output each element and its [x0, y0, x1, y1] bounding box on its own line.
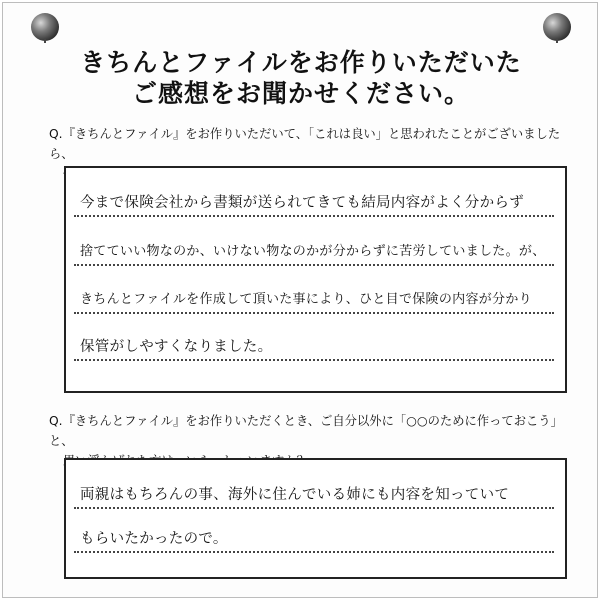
- ruled-line: [74, 264, 554, 266]
- page-title-line-2: ご感想をお聞かせください。: [131, 79, 470, 108]
- question-2-line-1: Q.『きちんとファイル』をお作りいただくとき、ご自分以外に「○○のために作っておこう」と、: [49, 414, 563, 448]
- page-title-line-1: きちんとファイルをお作りいただいた: [80, 48, 522, 77]
- pushpin-icon: [31, 13, 59, 41]
- answer-2-line-1: 両親はもちろんの事、海外に住んでいる姉にも内容を知っていて: [80, 487, 510, 503]
- ruled-line: [74, 507, 554, 509]
- ruled-line: [74, 551, 554, 553]
- answer-1-line-2: 捨てていい物なのか、いけない物なのかが分からずに苦労していました。が、: [80, 244, 546, 259]
- ruled-line: [74, 215, 554, 217]
- answer-1-line-4: 保管がしやすくなりました。: [80, 339, 273, 355]
- pushpin-icon: [543, 13, 571, 41]
- answer-box-1: [64, 166, 567, 393]
- answer-2-line-2: もらいたかったので。: [80, 531, 228, 547]
- answer-box-2: [64, 458, 567, 579]
- questionnaire-sheet: [2, 2, 598, 598]
- answer-1-line-1: 今まで保険会社から書類が送られてきても結局内容がよく分からず: [80, 195, 524, 211]
- ruled-line: [74, 312, 554, 314]
- ruled-line: [74, 359, 554, 361]
- answer-1-line-3: きちんとファイルを作成して頂いた事により、ひと目で保険の内容が分かり: [80, 292, 532, 307]
- question-1-line-1: Q.『きちんとファイル』をお作りいただいて、「これは良い」と思われたことがございましたら、: [49, 127, 561, 161]
